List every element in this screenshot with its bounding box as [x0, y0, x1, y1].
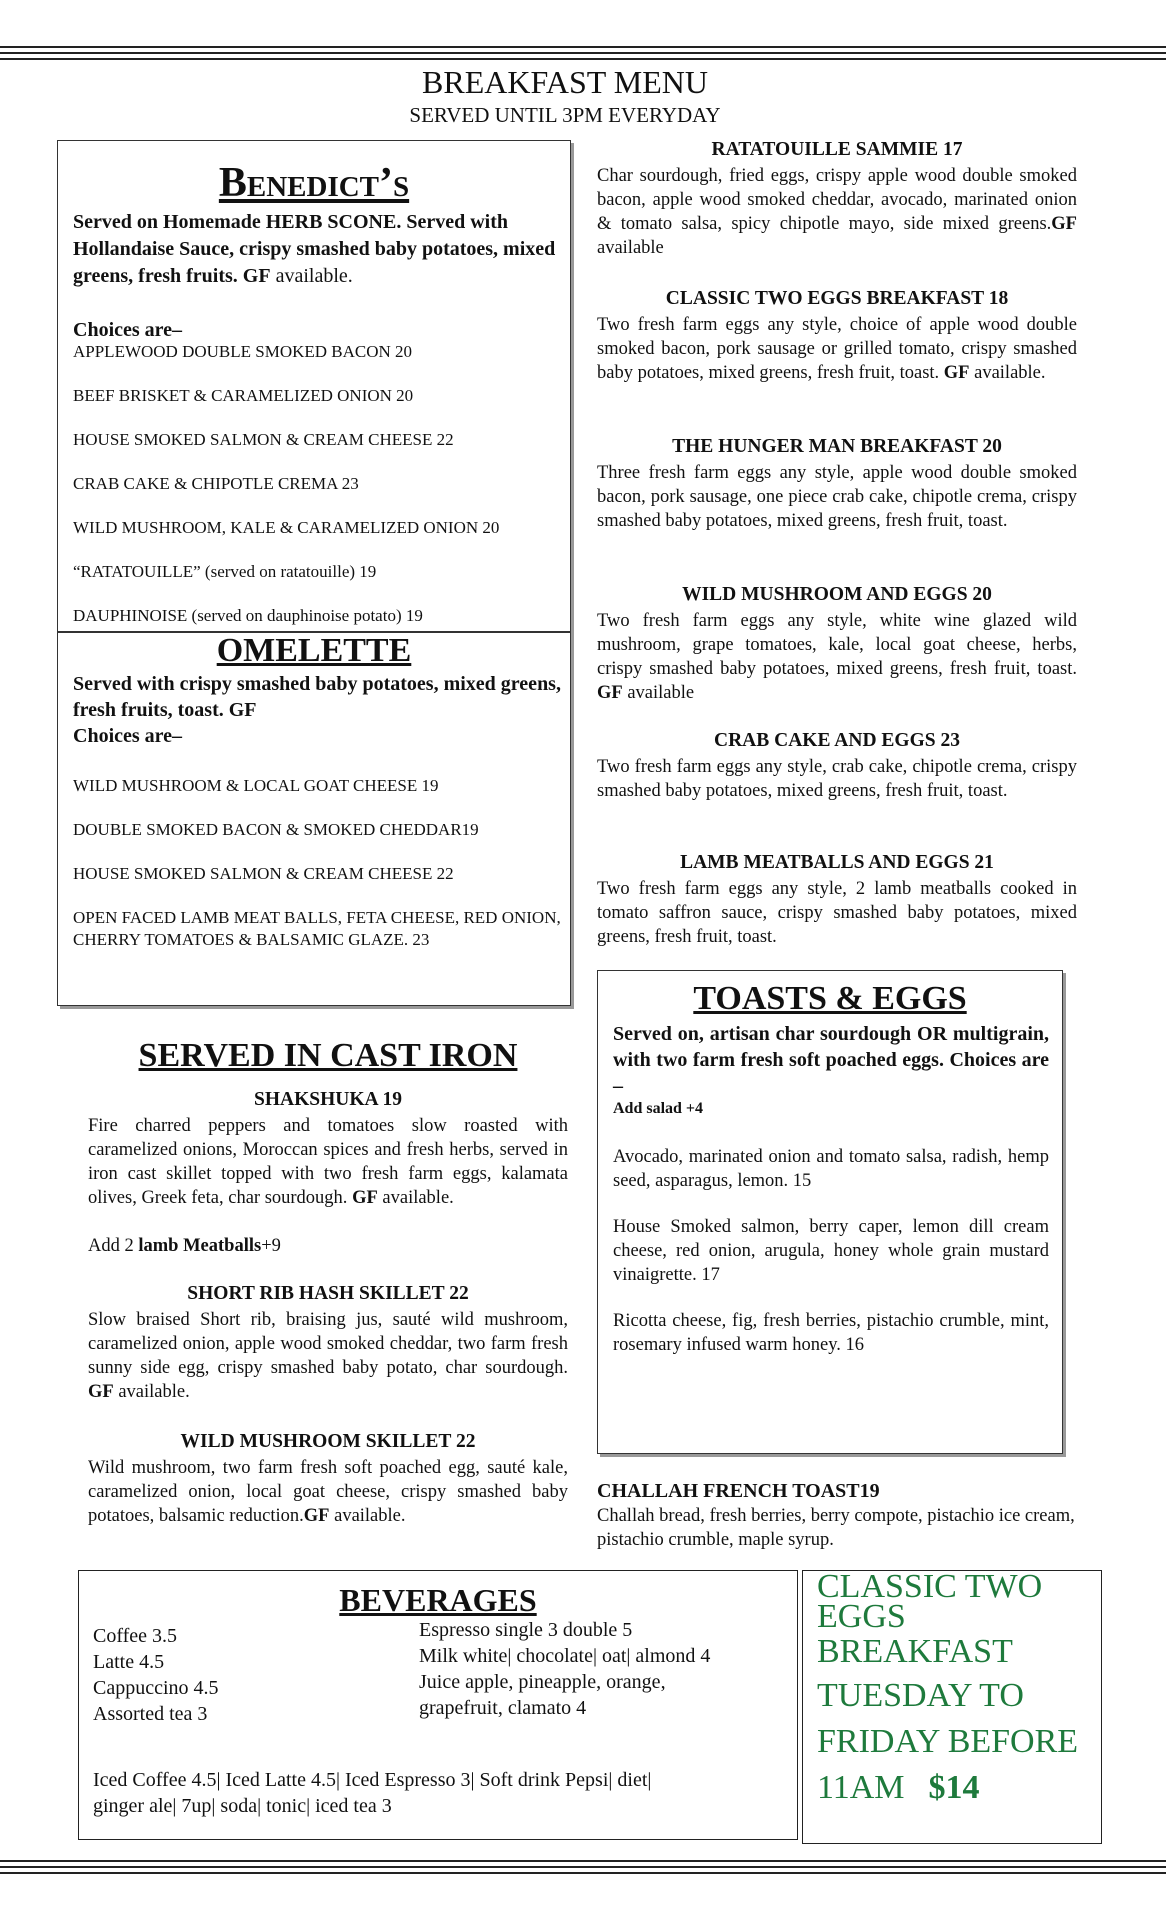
beverage-item: Latte 4.5	[93, 1651, 165, 1673]
beverage-item: Milk white| chocolate| oat| almond 4	[419, 1645, 711, 1667]
promo-time: 11AM	[817, 1769, 905, 1806]
promo-line	[817, 1769, 980, 1807]
toast-item: Ricotta cheese, fig, fresh berries, pistachio crumble, mint, rosemary infused warm honey. 16	[613, 1311, 1049, 1355]
benedict-item: APPLEWOOD DOUBLE SMOKED BACON 20	[73, 342, 413, 361]
menu-title: BREAKFAST MENU	[422, 64, 708, 100]
dish-description: Char sourdough, fried eggs, crispy apple wood double smoked bacon, apple wood smoked cheddar, avocado, marinated onion & tomato salsa, spicy chipotle mayo, side mixed greens.GF available	[597, 166, 1077, 258]
beverages-right-list	[419, 1617, 710, 1721]
promo-line: FRIDAY BEFORE	[817, 1723, 1079, 1760]
challah-name: CHALLAH FRENCH TOAST19	[597, 1480, 880, 1502]
bottom-rule	[0, 1872, 1166, 1874]
dish-description: Two fresh farm eggs any style, 2 lamb meatballs cooked in tomato saffron sauce, crispy smashed baby potatoes, mixed greens, fresh fruit, toast.	[597, 879, 1077, 947]
top-rule	[0, 58, 1166, 60]
dish-name: SHAKSHUKA 19	[254, 1089, 402, 1110]
dish-addon: Add 2 lamb Meatballs+9	[88, 1236, 281, 1256]
dish-name: THE HUNGER MAN BREAKFAST 20	[672, 436, 1002, 457]
beverages-left-list	[93, 1623, 219, 1727]
dish-name: WILD MUSHROOM SKILLET 22	[180, 1431, 476, 1452]
dish-description: Two fresh farm eggs any style, choice of apple wood double smoked bacon, pork sausage or grilled tomato, crispy smashed baby potatoes, mixed greens, fresh fruit, toast. GF available.	[597, 315, 1077, 383]
benedict-item: WILD MUSHROOM, KALE & CARAMELIZED ONION 20	[73, 518, 500, 537]
benedicts-intro-bold: Served on Homemade HERB SCONE. Served with Hollandaise Sauce, crispy smashed baby potatoes, mixed greens, fresh fruits. GF	[73, 211, 556, 287]
benedict-item: CRAB CAKE & CHIPOTLE CREMA 23	[73, 474, 359, 493]
benedicts-omelette-box	[57, 140, 571, 1006]
iced-drinks-line: Iced Coffee 4.5| Iced Latte 4.5| Iced Espresso 3| Soft drink Pepsi| diet|	[93, 1769, 652, 1791]
benedict-item: HOUSE SMOKED SALMON & CREAM CHEESE 22	[73, 430, 454, 449]
dish-description: Slow braised Short rib, braising jus, sauté wild mushroom, caramelized onion, apple wood smoked cheddar, two farm fresh sunny side egg, crispy smashed baby potato, char sourdough. GF available.	[88, 1310, 568, 1402]
toasts-box	[597, 970, 1063, 1454]
bottom-rule	[0, 1866, 1166, 1868]
beverages-box	[78, 1570, 798, 1840]
dish-name: WILD MUSHROOM AND EGGS 20	[682, 584, 992, 605]
iced-drinks-line: ginger ale| 7up| soda| tonic| iced tea 3	[93, 1795, 392, 1817]
beverage-item: Espresso single 3 double 5	[419, 1619, 633, 1641]
omelette-choices-label: Choices are–	[73, 725, 183, 747]
beverage-item: grapefruit, clamato 4	[419, 1697, 587, 1719]
toasts-title: TOASTS & EGGS	[693, 980, 967, 1017]
dish-description: Wild mushroom, two farm fresh soft poached egg, sauté kale, caramelized onion, local goat cheese, crispy smashed baby potatoes, balsamic reduction.GF available.	[88, 1458, 568, 1526]
bottom-rule	[0, 1860, 1166, 1862]
promo-line: TUESDAY TO	[817, 1677, 1024, 1714]
toasts-addon: Add salad +4	[613, 1100, 704, 1117]
benedicts-choices-label: Choices are–	[73, 319, 183, 341]
promo-line: EGGS	[817, 1598, 906, 1635]
dish-description: Fire charred peppers and tomatoes slow roasted with caramelized onions, Moroccan spices and fresh herbs, served in iron cast skillet topped with two fresh farm eggs, kalamata olives, Greek feta, char sourdough. GF available.	[88, 1116, 568, 1208]
toast-item: House Smoked salmon, berry caper, lemon dill cream cheese, red onion, arugula, honey whole grain mustard vinaigrette. 17	[613, 1217, 1049, 1285]
omelette-item: WILD MUSHROOM & LOCAL GOAT CHEESE 19	[73, 776, 439, 795]
dish-description: Two fresh farm eggs any style, white wine glazed wild mushroom, grape tomatoes, kale, local goat cheese, herbs, crispy smashed baby potatoes, mixed greens, fresh fruit, toast. GF available	[597, 611, 1077, 703]
promo-line: BREAKFAST	[817, 1633, 1013, 1670]
omelette-intro: Served with crispy smashed baby potatoes, mixed greens, fresh fruits, toast. GF	[73, 673, 561, 721]
omelette-item: DOUBLE SMOKED BACON & SMOKED CHEDDAR19	[73, 820, 479, 839]
dish-name: CRAB CAKE AND EGGS 23	[714, 730, 960, 751]
beverage-item: Coffee 3.5	[93, 1625, 178, 1647]
dish-description: Three fresh farm eggs any style, apple wood double smoked bacon, pork sausage, one piece crab cake, chipotle crema, crispy smashed baby potatoes, mixed greens, fresh fruit, toast.	[597, 463, 1077, 531]
benedicts-title: Benedict’s	[218, 160, 410, 206]
top-rule	[0, 52, 1166, 54]
menu-subtitle: SERVED UNTIL 3PM EVERYDAY	[409, 103, 721, 127]
dish-description: Two fresh farm eggs any style, crab cake, chipotle crema, crispy smashed baby potatoes, mixed greens, fresh fruit, toast.	[597, 757, 1077, 801]
beverages-title: BEVERAGES	[339, 1582, 537, 1618]
top-rule	[0, 46, 1166, 48]
dish-name: LAMB MEATBALLS AND EGGS 21	[680, 852, 994, 873]
cast-iron-title: SERVED IN CAST IRON	[138, 1037, 518, 1074]
promo-price: $14	[928, 1769, 980, 1806]
toasts-intro: Served on, artisan char sourdough OR multigrain, with two farm fresh soft poached eggs. Choices are –	[613, 1023, 1049, 1097]
benedicts-intro	[73, 209, 561, 290]
omelette-title: OMELETTE	[216, 632, 412, 669]
beverage-item: Cappuccino 4.5	[93, 1677, 219, 1699]
challah-description: Challah bread, fresh berries, berry compote, pistachio ice cream, pistachio crumble, maple syrup.	[597, 1506, 1075, 1550]
iced-drinks	[93, 1767, 651, 1819]
benedict-item: DAUPHINOISE (served on dauphinoise potato) 19	[73, 606, 423, 625]
omelette-item: OPEN FACED LAMB MEAT BALLS, FETA CHEESE, RED ONION, CHERRY TOMATOES & BALSAMIC GLAZE. 23	[73, 908, 561, 949]
beverage-item: Assorted tea 3	[93, 1703, 208, 1725]
dish-name: RATATOUILLE SAMMIE 17	[711, 139, 963, 160]
benedicts-intro-rest: available.	[270, 265, 353, 287]
omelette-item: HOUSE SMOKED SALMON & CREAM CHEESE 22	[73, 864, 454, 883]
dish-name: SHORT RIB HASH SKILLET 22	[187, 1283, 469, 1304]
promo-box	[802, 1570, 1102, 1844]
promo-line: CLASSIC TWO	[817, 1568, 1043, 1605]
benedict-item: BEEF BRISKET & CARAMELIZED ONION 20	[73, 386, 414, 405]
benedict-item: “RATATOUILLE” (served on ratatouille) 19	[73, 562, 377, 581]
toast-item: Avocado, marinated onion and tomato salsa, radish, hemp seed, asparagus, lemon. 15	[613, 1147, 1049, 1191]
beverage-item: Juice apple, pineapple, orange,	[419, 1671, 666, 1693]
dish-name: CLASSIC TWO EGGS BREAKFAST 18	[665, 288, 1009, 309]
